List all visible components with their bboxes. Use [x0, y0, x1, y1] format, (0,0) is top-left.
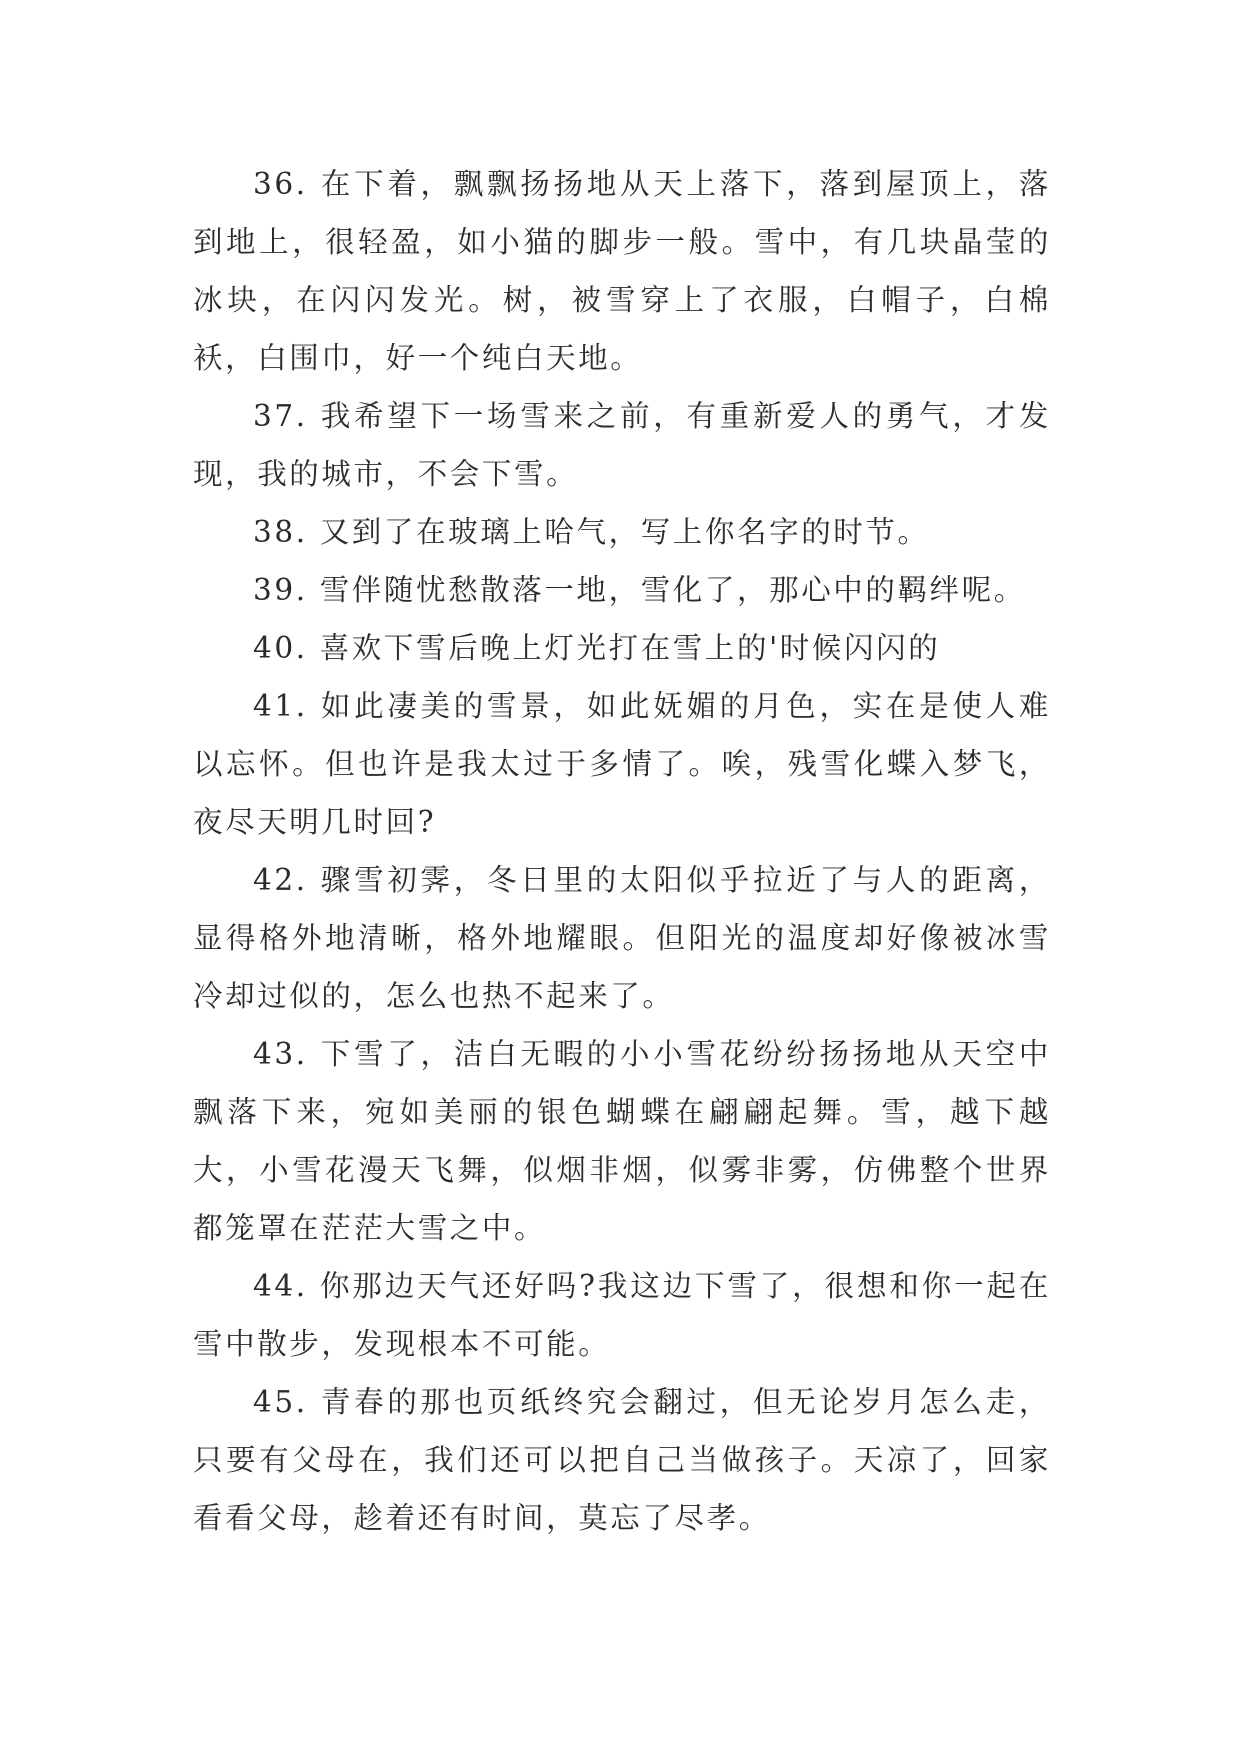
paragraph-42: 42. 骤雪初霁，冬日里的太阳似乎拉近了与人的距离，显得格外地清晰，格外地耀眼。但阳光的温度却好像被冰雪冷却过似的，怎么也热不起来了。 — [193, 863, 1051, 1013]
paragraph-45: 45. 青春的那也页纸终究会翻过，但无论岁月怎么走，只要有父母在，我们还可以把自己当做孩子。天凉了，回家看看父母，趁着还有时间，莫忘了尽孝。 — [193, 1385, 1051, 1535]
paragraph-37: 37. 我希望下一场雪来之前，有重新爱人的勇气，才发现，我的城市，不会下雪。 — [193, 399, 1051, 491]
paragraph-41: 41. 如此凄美的雪景，如此妩媚的月色，实在是使人难以忘怀。但也许是我太过于多情了。唉，残雪化蝶入梦飞，夜尽天明几时回? — [193, 689, 1051, 839]
paragraph-39: 39. 雪伴随忧愁散落一地，雪化了，那心中的羁绊呢。 — [253, 573, 1026, 607]
document-body — [193, 155, 1051, 1547]
paragraph-44: 44. 你那边天气还好吗?我这边下雪了，很想和你一起在雪中散步，发现根本不可能。 — [193, 1269, 1051, 1361]
paragraph-40: 40. 喜欢下雪后晚上灯光打在雪上的'时候闪闪的 — [253, 631, 941, 665]
paragraph-36: 36. 在下着，飘飘扬扬地从天上落下，落到屋顶上，落到地上，很轻盈，如小猫的脚步一般。雪中，有几块晶莹的冰块，在闪闪发光。树，被雪穿上了衣服，白帽子，白棉袄，白围巾，好一个纯白天地。 — [193, 167, 1051, 375]
paragraph-43: 43. 下雪了，洁白无暇的小小雪花纷纷扬扬地从天空中飘落下来，宛如美丽的银色蝴蝶在翩翩起舞。雪，越下越大，小雪花漫天飞舞，似烟非烟，似雾非雾，仿佛整个世界都笼罩在茫茫大雪之中。 — [193, 1037, 1051, 1245]
paragraph-38: 38. 又到了在玻璃上哈气，写上你名字的时节。 — [253, 515, 930, 549]
